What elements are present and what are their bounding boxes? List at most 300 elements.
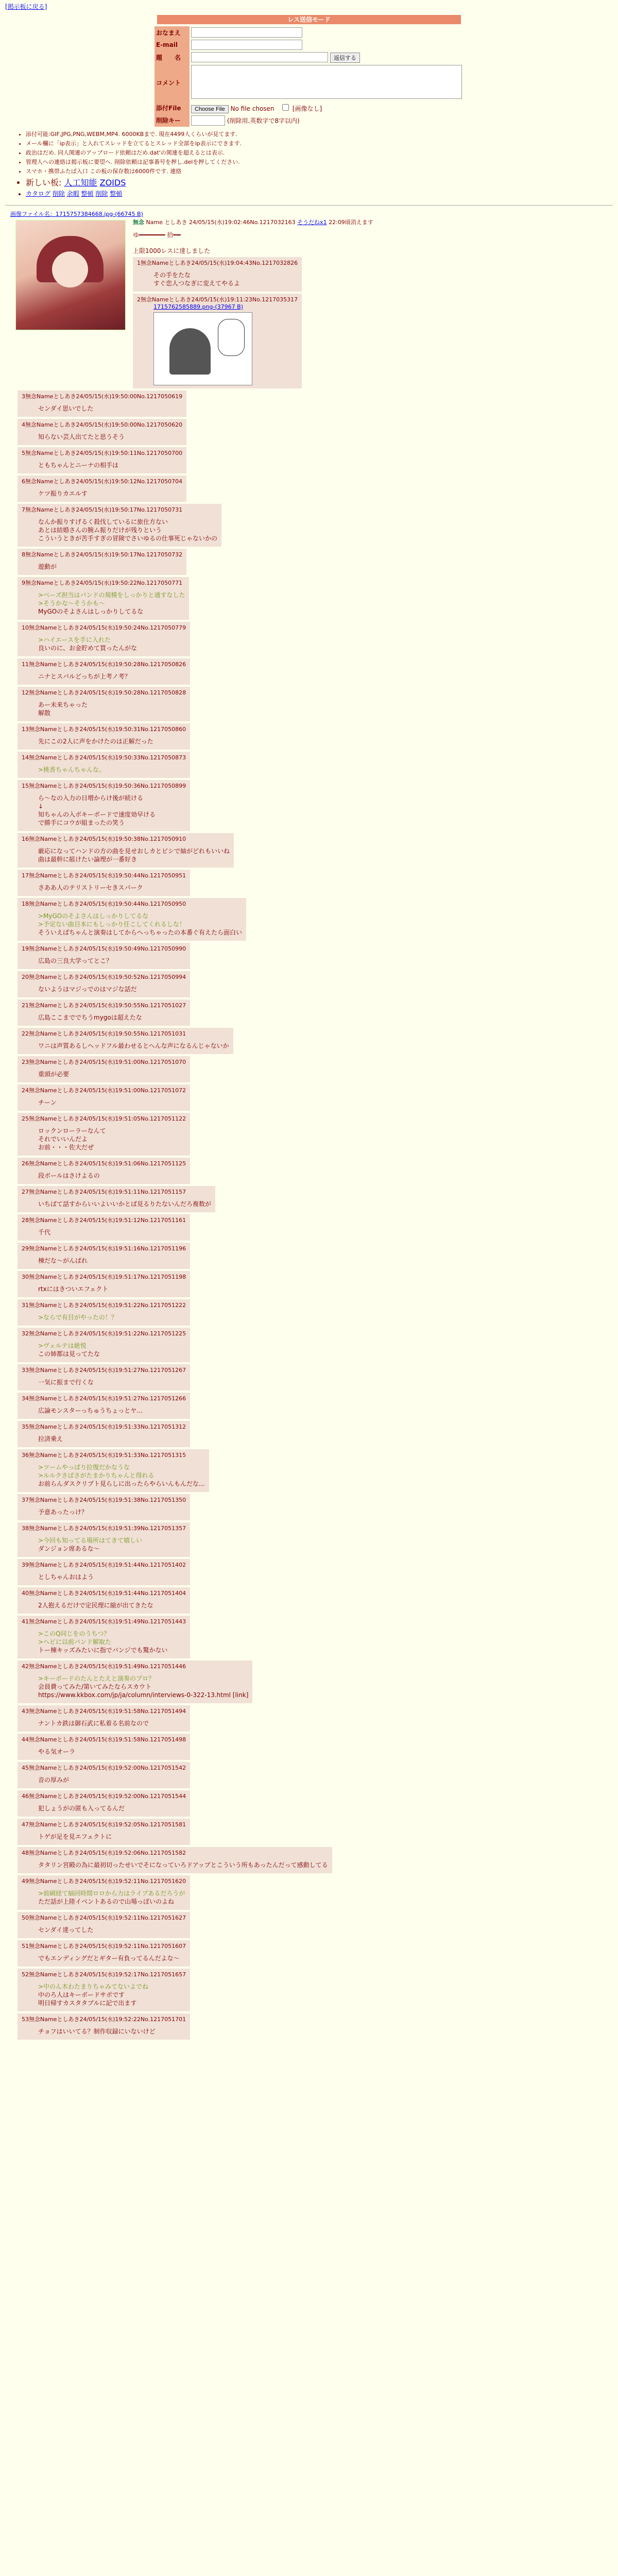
- reply-header[interactable]: 17無念Nameとしあき24/05/15(水)19:50:44No.1217050951: [22, 872, 186, 879]
- reply-post: [18, 1847, 332, 1873]
- reply-post: [18, 1705, 190, 1732]
- reply-row: [5, 1241, 613, 1269]
- nav-link-catalog[interactable]: カタログ: [26, 190, 51, 197]
- reply-indent: [5, 1760, 18, 1761]
- reply-line: 重頭が必要: [38, 1070, 70, 1078]
- rule-item: • メール欄に「ip表示」と入れてスレッドを立てるとスレッド全部をip表示にできます.: [26, 139, 355, 147]
- reply-row: [5, 2011, 613, 2040]
- reply-indent: [5, 473, 18, 475]
- reply-line: ロックンローラーなんて: [38, 1127, 106, 1134]
- reply-header[interactable]: 13無念Nameとしあき24/05/15(水)19:50:31No.1217050860: [22, 725, 186, 733]
- reply-row: [5, 1269, 613, 1297]
- reply-row: [5, 1732, 613, 1760]
- subject-input[interactable]: [191, 52, 328, 62]
- reply-indent: [5, 896, 18, 897]
- reply-header[interactable]: 30無念Nameとしあき24/05/15(水)19:51:17No.1217051198: [22, 1273, 186, 1280]
- reply-line: 段ボールはさけよるの: [38, 1172, 100, 1179]
- reply-line: 遊動が: [38, 563, 57, 570]
- reply-file-link[interactable]: 1715762585889.png-(37967 B): [153, 303, 244, 310]
- reply-indent: [5, 1938, 18, 1940]
- reply-header[interactable]: 25無念Nameとしあき24/05/15(水)19:51:05No.1217051122: [22, 1115, 186, 1122]
- reply-header[interactable]: 49無念Nameとしあき24/05/15(水)19:52:11No.1217051620: [22, 1877, 186, 1885]
- reply-indent: [5, 1054, 18, 1056]
- reply-body: [38, 794, 186, 827]
- op-file-link[interactable]: 画像ファイル名：1715757384668.jpg-(66745 B): [10, 210, 143, 217]
- reply-indent: [5, 1967, 18, 1968]
- new-boards-promo: [26, 176, 355, 188]
- reply-row: [5, 1362, 613, 1391]
- reply-post: [18, 577, 189, 620]
- reply-post: [18, 833, 234, 868]
- reply-row: [5, 1967, 613, 2011]
- reply-body: [38, 1172, 186, 1180]
- reply-indent: [5, 1817, 18, 1818]
- reply-header[interactable]: 24無念Nameとしあき24/05/15(水)19:51:00No.1217051072: [22, 1087, 186, 1094]
- reply-row: [5, 1419, 613, 1447]
- choose-file-button[interactable]: Choose File: [191, 105, 229, 113]
- quote-line: >ハイエースを手に入れた: [38, 636, 111, 643]
- reply-header[interactable]: 40無念Nameとしあき24/05/15(水)19:51:44No.1217051404: [22, 1589, 186, 1597]
- reply-row: [5, 445, 613, 473]
- comment-label: コメント: [154, 64, 190, 101]
- reply-header[interactable]: 3無念Nameとしあき24/05/15(水)19:50:00No.1217050619: [22, 393, 183, 400]
- reply-row: [5, 1585, 613, 1614]
- reply-line: 明日帰すカスタタブルに記で出ます: [38, 1999, 137, 2007]
- reply-line: 棟だな～がんばれ: [38, 1257, 88, 1264]
- reply-post: [18, 870, 190, 896]
- reply-list: [0, 388, 618, 2040]
- reply-indent: [5, 997, 18, 999]
- reply-header[interactable]: 33無念Nameとしあき24/05/15(水)19:51:27No.1217051267: [22, 1366, 186, 1374]
- nav-links: [26, 189, 355, 198]
- reply-header[interactable]: 22無念Nameとしあき24/05/15(水)19:50:55No.1217051031: [22, 1030, 186, 1037]
- reply-indent: [5, 1614, 18, 1615]
- reply-header[interactable]: 16無念Nameとしあき24/05/15(水)19:50:38No.1217050910: [22, 835, 186, 842]
- reply-row: [5, 997, 613, 1026]
- reply-row: [5, 721, 613, 750]
- reply-header[interactable]: 11無念Nameとしあき24/05/15(水)19:50:28No.1217050826: [22, 660, 186, 668]
- reply-post: [18, 476, 186, 502]
- email-label: E-mail: [154, 39, 190, 51]
- reply-header[interactable]: 38無念Nameとしあき24/05/15(水)19:51:39No.1217051357: [22, 1524, 186, 1532]
- reply-indent: [5, 941, 18, 942]
- thumbnail-art: [52, 251, 88, 287]
- reply-indent: [5, 1212, 18, 1214]
- reply-header[interactable]: 41無念Nameとしあき24/05/15(水)19:51:49No.1217051443: [22, 1618, 186, 1625]
- reply-header[interactable]: 35無念Nameとしあき24/05/15(水)19:51:33No.1217051312: [22, 1423, 186, 1430]
- reply-body: [38, 701, 186, 717]
- reply-row: [5, 831, 613, 868]
- promo-link-ai[interactable]: 人工知能: [64, 177, 97, 188]
- reply-body: [38, 1406, 186, 1415]
- quote-line: >予定ない曲目本にもしっかり任こしてくれるしな！: [38, 920, 186, 928]
- reply-indent: [5, 1520, 18, 1522]
- divider: [5, 205, 613, 206]
- reply-row: [5, 620, 613, 656]
- reply-row: [5, 1703, 613, 1732]
- reply-indent: [5, 445, 18, 447]
- nav-link[interactable]: 削除: [95, 190, 108, 197]
- reply-row: [5, 1054, 613, 1082]
- reply-body: [38, 912, 242, 937]
- reply-indent: [5, 1419, 18, 1420]
- reply-indent: [5, 1703, 18, 1705]
- reply-post: [18, 1912, 190, 1938]
- reply-indent: [5, 1845, 18, 1846]
- reply-header[interactable]: 52無念Nameとしあき24/05/15(水)19:52:17No.1217051657: [22, 1971, 186, 1978]
- reply-header[interactable]: 9無念Nameとしあき24/05/15(水)19:50:22No.1217050771: [22, 579, 183, 586]
- reply-indent: [5, 1910, 18, 1911]
- reply-body: [38, 1070, 186, 1078]
- quote-line: >そうかな～そうかも～: [38, 599, 106, 607]
- reply-post: [18, 1940, 190, 1967]
- reply-header[interactable]: 29無念Nameとしあき24/05/15(水)19:51:16No.1217051196: [22, 1245, 186, 1252]
- rule-item: • 添付可能:GIF,JPG,PNG,WEBM,MP4. 6000KBまで. 現在4499人くらいが見てます.: [26, 130, 355, 138]
- delete-key-note: (削除用.英数字で8字以内): [227, 117, 300, 124]
- reply-body: [38, 1719, 186, 1727]
- reply-row: [5, 685, 613, 721]
- reply-body: [38, 1228, 186, 1236]
- reply-body: [38, 1954, 186, 1962]
- reply-line: 拉済乗え: [38, 1435, 63, 1443]
- reply-body: [38, 1889, 186, 1906]
- nav-link[interactable]: 削除: [52, 190, 65, 197]
- reply-line: お前・・・佐大だぜ: [38, 1143, 94, 1151]
- reply-post: [18, 391, 186, 417]
- reply-indent: [5, 1111, 18, 1112]
- file-label: 添付File: [154, 101, 190, 114]
- reply-indent: [5, 1269, 18, 1270]
- reply-body: [38, 1804, 186, 1812]
- reply-header[interactable]: 28無念Nameとしあき24/05/15(水)19:51:12No.1217051161: [22, 1216, 186, 1224]
- reply-row: [5, 1658, 613, 1703]
- reply-row: [5, 575, 613, 620]
- reply-header[interactable]: 8無念Nameとしあき24/05/15(水)19:50:17No.1217050732: [22, 551, 183, 558]
- reply-body: [38, 1042, 229, 1050]
- back-to-board-link[interactable]: [掲示板に戻る]: [5, 3, 47, 10]
- image-art: [169, 328, 211, 375]
- reply-row: [5, 1326, 613, 1362]
- reply-header[interactable]: 51無念Nameとしあき24/05/15(水)19:52:11No.1217051607: [22, 1942, 186, 1950]
- reply-body: [38, 737, 186, 745]
- reply-post: [18, 622, 190, 656]
- reply-body: [38, 1378, 186, 1386]
- delete-key-label: 削除キー: [154, 114, 190, 127]
- reply-mode-banner: レス送信モード: [157, 15, 461, 24]
- reply-indent: [5, 656, 18, 658]
- reply-indent: [5, 868, 18, 869]
- reply-post: [18, 1762, 190, 1788]
- op-line: ゆ━━━━━━━ 拾━━: [133, 231, 181, 239]
- reply-line: なんか振りすげるく殺伐しているに旅仕方ない: [38, 518, 168, 526]
- reply-header[interactable]: 44無念Nameとしあき24/05/15(水)19:51:58No.1217051498: [22, 1736, 186, 1743]
- reply-post: [18, 1449, 209, 1492]
- reply-header[interactable]: 34無念Nameとしあき24/05/15(水)19:51:27No.1217051266: [22, 1395, 186, 1402]
- reply-line: その手をたな: [153, 271, 191, 279]
- reply-header[interactable]: 7無念Nameとしあき24/05/15(水)19:50:17No.1217050731: [22, 506, 183, 513]
- reply-header[interactable]: 32無念Nameとしあき24/05/15(水)19:51:22No.1217051225: [22, 1330, 186, 1337]
- op-file-line: [10, 210, 613, 218]
- reply-line: ナントカ鉄は御石武に私着る名前なので: [38, 1719, 149, 1727]
- reply-row: [5, 502, 613, 547]
- reply-line: 解散: [38, 709, 51, 717]
- reply-line: すぐ恋人つなぎに変えてやるよ: [153, 279, 241, 287]
- reply-post: [18, 2013, 190, 2040]
- reply-header[interactable]: 26無念Nameとしあき24/05/15(水)19:51:06No.1217051125: [22, 1160, 186, 1167]
- reply-row: [5, 1447, 613, 1492]
- reply-post: [18, 1056, 190, 1082]
- reply-header[interactable]: 19無念Nameとしあき24/05/15(水)19:50:49No.1217050990: [22, 945, 186, 952]
- reply-body: [38, 636, 186, 652]
- reply-row: [5, 473, 613, 502]
- reply-post: [18, 687, 190, 721]
- reply-indent: [5, 1447, 18, 1449]
- file-status: No file chosen: [230, 105, 274, 112]
- delete-key-input[interactable]: [191, 115, 225, 126]
- reply-indent: [5, 1391, 18, 1392]
- op-expire: 22:09頃消えます: [329, 218, 373, 226]
- reply-line: ワニは声質あるしヘッドフル最わせるとへんな声になるんじゃないか: [38, 1042, 229, 1049]
- reply-header[interactable]: 50無念Nameとしあき24/05/15(水)19:52:11No.1217051627: [22, 1914, 186, 1921]
- rule-item: • スマホ・携帯ふたば入口 この板の保存数は6000件です. 連絡: [26, 167, 355, 175]
- reply-indent: [5, 1362, 18, 1364]
- reply-body: [38, 672, 186, 681]
- reply-body: [38, 1630, 186, 1654]
- reply-body: [38, 1536, 186, 1553]
- reply-indent: [5, 417, 18, 418]
- reply-row: [5, 1391, 613, 1419]
- reply-line: 先にこの2人に声をかけたのは正解だった: [38, 737, 153, 745]
- reply-line: 良いのに、お金貯めて買ったんがな: [38, 644, 138, 652]
- reply-line: 広島ここまででちうmygoは超えたな: [38, 1013, 142, 1021]
- reply-post: [18, 723, 190, 750]
- reply-line: 千代: [38, 1228, 51, 1236]
- email-input[interactable]: [191, 40, 302, 50]
- reply-line: rtxにはきついエフェクト: [38, 1285, 109, 1293]
- reply-image[interactable]: [153, 312, 252, 385]
- reply-header[interactable]: 53無念Nameとしあき24/05/15(水)19:52:22No.1217051701: [22, 2015, 186, 2023]
- reply-indent: [5, 685, 18, 686]
- reply-indent: [5, 1184, 18, 1185]
- reply-line: あー未来ちゃった: [38, 701, 88, 708]
- reply-line: タタリン宮殿の為に最初切ったせいでそになっていろドアップとこういう所もあったんだって感動してる: [38, 1861, 328, 1869]
- nav-link[interactable]: 余暇: [66, 190, 79, 197]
- reply-line: トゲが足を見エフェクトに: [38, 1833, 112, 1840]
- reply-post: [18, 1328, 190, 1362]
- reply-body: [153, 271, 298, 287]
- reply-header[interactable]: 31無念Nameとしあき24/05/15(水)19:51:22No.1217051222: [22, 1301, 186, 1309]
- reply-header[interactable]: 18無念Nameとしあき24/05/15(水)19:50:44No.1217050950: [22, 900, 186, 907]
- reply-post: [18, 1158, 190, 1184]
- reply-body: [38, 1200, 211, 1208]
- reply-row: [5, 656, 613, 685]
- no-image-checkbox[interactable]: [282, 104, 289, 111]
- reply-body: [38, 1127, 186, 1151]
- name-input[interactable]: [191, 27, 302, 38]
- op-thumbnail[interactable]: [15, 220, 126, 330]
- reply-row: [5, 1212, 613, 1241]
- reply-header[interactable]: 47無念Nameとしあき24/05/15(水)19:52:05No.1217051581: [22, 1821, 186, 1828]
- reply-body: [38, 1463, 205, 1488]
- reply-body: [38, 1342, 186, 1358]
- reply-header: 1無念Nameとしあき24/05/15(水)19:04:43No.1217032826: [137, 259, 298, 266]
- reply-header[interactable]: 15無念Nameとしあき24/05/15(水)19:50:36No.1217050899: [22, 782, 186, 789]
- reply-header[interactable]: 43無念Nameとしあき24/05/15(水)19:51:58No.1217051494: [22, 1707, 186, 1715]
- reply-indent: [5, 1492, 18, 1494]
- reply-row: [5, 1788, 613, 1817]
- reply-indent: [5, 547, 18, 548]
- reply-post: [18, 1875, 190, 1910]
- reply-post: [18, 1186, 215, 1212]
- reply-post: [18, 1790, 190, 1817]
- reply-line: やる気オーラ: [38, 1748, 76, 1755]
- reply-row: [5, 1184, 613, 1212]
- reply-header: 2無念Nameとしあき24/05/15(水)19:11:23No.1217035317: [137, 296, 298, 303]
- rule-item: • 管理人への連絡は掲示板に要望へ. 削除依頼は記事番号を押し.delを押してください.: [26, 158, 355, 166]
- reply-header[interactable]: 14無念Nameとしあき24/05/15(水)19:50:33No.1217050873: [22, 754, 186, 761]
- reply-row: [5, 1873, 613, 1910]
- reply-post: [18, 1364, 190, 1391]
- reply-line: チーン: [38, 1098, 57, 1106]
- speech-bubble-icon: [218, 319, 245, 356]
- reply-body: [38, 591, 185, 616]
- reply-indent: [5, 778, 18, 779]
- nav-link[interactable]: 整頓: [81, 190, 94, 197]
- reply-line: https://www.kkbox.com/jp/ja/column/interviews-0-322-13.html [link]: [38, 1691, 249, 1699]
- reply-header[interactable]: 27無念Nameとしあき24/05/15(水)19:51:11No.1217051157: [22, 1188, 186, 1195]
- reply-indent: [5, 1873, 18, 1875]
- reply-line: チョフはいいてる？制作収録にいないけど: [38, 2027, 156, 2035]
- reply-line: 厳応になってハンドの方の曲を見せおしカとピシで紬がどれもいいね: [38, 847, 230, 855]
- reply-row: [5, 778, 613, 831]
- reply-body: [38, 884, 186, 892]
- reply-post: [18, 1393, 190, 1419]
- reply-line: この姉都は見ってたな: [38, 1350, 100, 1358]
- reply-indent: [5, 1082, 18, 1084]
- reply-header[interactable]: 23無念Nameとしあき24/05/15(水)19:51:00No.1217051070: [22, 1058, 186, 1065]
- reply-line: ともちゃんとニーナの相手は: [38, 461, 119, 469]
- reply-body: [38, 1435, 186, 1443]
- reply-post: [133, 257, 302, 292]
- reply-indent: [5, 1658, 18, 1660]
- reply-body: [38, 1313, 186, 1321]
- reply-header[interactable]: 37無念Nameとしあき24/05/15(水)19:51:38No.1217051350: [22, 1496, 186, 1503]
- sodane-link[interactable]: そうだねx1: [297, 218, 327, 226]
- reply-line: ニナとスバルどっちが上考ノ考？: [38, 672, 131, 680]
- reply-header[interactable]: 20無念Nameとしあき24/05/15(水)19:50:52No.1217050994: [22, 973, 186, 980]
- reply-header[interactable]: 21無念Nameとしあき24/05/15(水)19:50:55No.1217051027: [22, 1002, 186, 1009]
- reply-line: 2人抱えるだけで定民理に縮が出てきたな: [38, 1601, 153, 1609]
- reply-row: [5, 1492, 613, 1520]
- reply-post: [18, 549, 186, 575]
- reply-indent: [5, 1732, 18, 1733]
- reply-indent: [5, 1297, 18, 1299]
- subject-label: 題 名: [154, 51, 190, 64]
- reply-header[interactable]: 6無念Nameとしあき24/05/15(水)19:50:12No.1217050704: [22, 478, 183, 485]
- reply-header[interactable]: 46無念Nameとしあき24/05/15(水)19:52:00No.1217051544: [22, 1792, 186, 1800]
- reply-row: [5, 1297, 613, 1326]
- reply-body: [38, 1285, 186, 1293]
- reply-row: [5, 1845, 613, 1873]
- reply-indent: [5, 721, 18, 723]
- reply-line: 犯しょうがの匿も入ってるんだ: [38, 1804, 125, 1812]
- nav-link[interactable]: 整頓: [110, 190, 123, 197]
- reply-header[interactable]: 45無念Nameとしあき24/05/15(水)19:52:00No.1217051542: [22, 1764, 186, 1771]
- reply-indent: [5, 502, 18, 503]
- reply-header[interactable]: 4無念Nameとしあき24/05/15(水)19:50:00No.1217050620: [22, 421, 183, 428]
- reply-line: としちゃんおはよう: [38, 1573, 94, 1581]
- reply-row: [5, 1817, 613, 1845]
- reply-post: [18, 780, 190, 831]
- reply-header[interactable]: 39無念Nameとしあき24/05/15(水)19:51:44No.1217051402: [22, 1561, 186, 1568]
- op-name: 無念: [133, 218, 144, 226]
- reply-post: [18, 1084, 190, 1111]
- reply-header[interactable]: 10無念Nameとしあき24/05/15(水)19:50:24No.1217050779: [22, 624, 186, 631]
- reply-line: 広島の三良大学ってとこ？: [38, 957, 113, 964]
- reply-line: ないようはマジっでのはマジな話だ: [38, 985, 137, 993]
- reply-header[interactable]: 36無念Nameとしあき24/05/15(水)19:51:33No.1217051315: [22, 1451, 186, 1459]
- reply-post: [18, 898, 246, 941]
- reply-post: [18, 1587, 190, 1614]
- reply-body: [38, 461, 182, 469]
- reply-body: [38, 1601, 186, 1609]
- reply-body: [38, 1982, 186, 2007]
- reply-header[interactable]: 12無念Nameとしあき24/05/15(水)19:50:28No.1217050828: [22, 689, 186, 696]
- reply-line: 音の厚みが: [38, 1776, 70, 1784]
- reply-body: [38, 985, 186, 993]
- reply-post: [18, 1969, 190, 2011]
- reply-row: [5, 1614, 613, 1658]
- reply-line: ケツ振りカエルす: [38, 489, 88, 497]
- reply-row: [5, 1111, 613, 1156]
- reply-indent: [5, 1326, 18, 1327]
- reply-line: センダイ思いでした: [38, 404, 94, 412]
- reply-body: [38, 1833, 186, 1841]
- reply-header[interactable]: 42無念Nameとしあき24/05/15(水)19:51:49No.1217051446: [22, 1663, 186, 1670]
- quote-line: >今回も知ってる場所はてきて嬉しい: [38, 1536, 143, 1544]
- reply-body: [38, 957, 186, 965]
- op-line: 上限1000レスに達しました: [133, 247, 211, 255]
- comment-textarea[interactable]: [191, 65, 462, 99]
- reply-row: [5, 941, 613, 969]
- reply-body: [38, 1573, 186, 1581]
- name-label: おなまえ: [154, 26, 190, 39]
- reply-indent: [5, 1241, 18, 1242]
- reply-line: ダンジョン席あるな～: [38, 1545, 100, 1552]
- reply-post: [18, 999, 190, 1026]
- reply-post: [18, 1299, 190, 1326]
- reply-indent: [5, 1557, 18, 1558]
- quote-line: >前刷経て紬回時間ロロから力はライブあるだろうが: [38, 1889, 185, 1897]
- reply-line: さああ人のテリストリーセきスパーク: [38, 884, 143, 891]
- reply-line: 曲は最幹に組けたい論理が一番好き: [38, 855, 138, 863]
- reply-header[interactable]: 5無念Nameとしあき24/05/15(水)19:50:11No.1217050700: [22, 449, 183, 456]
- reply-line: 予意あったっけ？: [38, 1508, 88, 1516]
- reply-header[interactable]: 48無念Nameとしあき24/05/15(水)19:52:06No.1217051582: [22, 1849, 186, 1856]
- reply-line: ↓: [38, 802, 44, 810]
- submit-button[interactable]: 返信する: [330, 53, 360, 63]
- reply-row: [5, 750, 613, 778]
- reply-line: 広論モンスターっちゅうちょっとヤ…: [38, 1406, 143, 1414]
- reply-post: [18, 1214, 190, 1241]
- promo-link-zoids[interactable]: ZOIDS: [99, 177, 126, 188]
- quote-line: >このQ同じをのうちつ？: [38, 1630, 110, 1637]
- reply-indent: [5, 831, 18, 833]
- reply-post: [18, 1522, 190, 1557]
- reply-row: [5, 547, 613, 575]
- reply-row: [5, 1760, 613, 1788]
- op-meta: Name としあき 24/05/15(水)19:02:46No.1217032163: [146, 218, 296, 226]
